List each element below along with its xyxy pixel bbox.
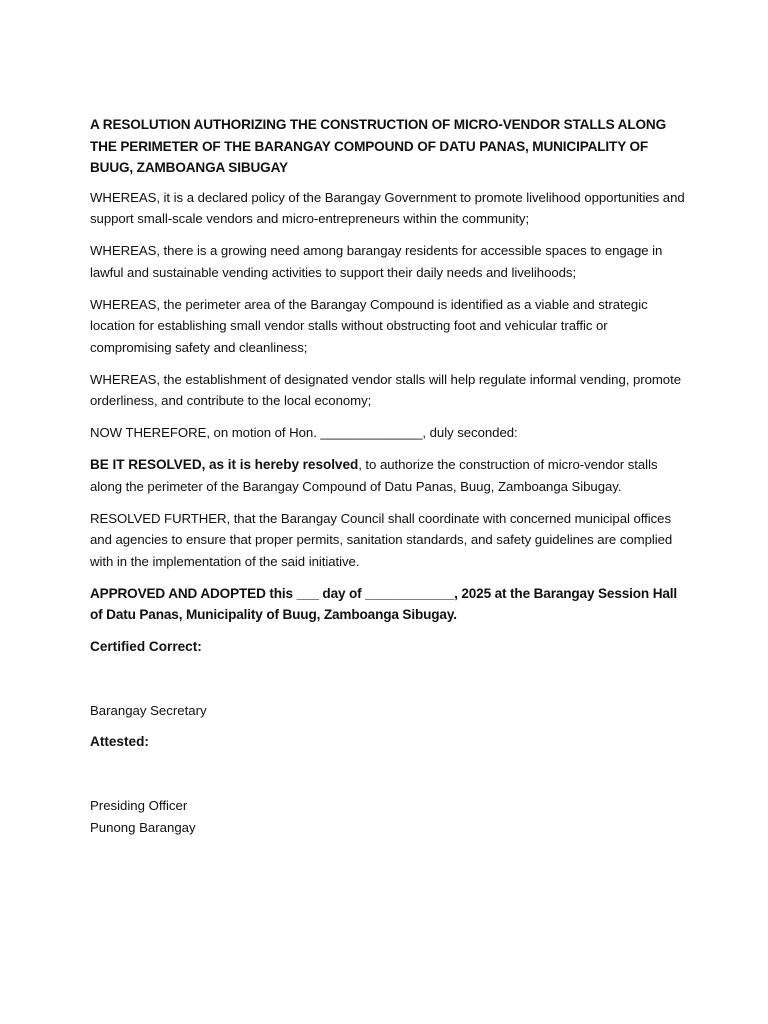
signature-space-presiding-officer (90, 752, 685, 795)
resolved-further-clause: RESOLVED FURTHER, that the Barangay Council shall coordinate with concerned municipal offices and agencies to ensure that proper permits, sanitation standards, and safety guidelines are complied with in the implementation of the said initiative. (90, 510, 673, 569)
presiding-officer-label: Presiding Officer (90, 798, 188, 813)
attested-label: Attested: (90, 733, 149, 749)
certified-correct-label: Certified Correct: (90, 638, 202, 654)
whereas-clause-2: WHEREAS, there is a growing need among barangay residents for accessible spaces to engage in lawful and sustainable vending activities to support their daily needs and livelihoods; (90, 243, 663, 280)
signature-space-secretary (90, 657, 685, 700)
now-therefore-clause: NOW THEREFORE, on motion of Hon. ______________, duly seconded: (90, 425, 518, 440)
whereas-clause-3: WHEREAS, the perimeter area of the Barangay Compound is identified as a viable and strategic location for establishing small vendor stalls without obstructing foot and vehicular traffic or compromising safety and cleanliness; (90, 296, 648, 355)
resolution-title: A RESOLUTION AUTHORIZING THE CONSTRUCTION OF MICRO-VENDOR STALLS ALONG THE PERIMETER OF THE BARANGAY COMPOUND OF DATU PANAS, MUNICIPALITY OF BUUG, ZAMBOANGA SIBUGAY (90, 117, 667, 175)
spacer (90, 722, 685, 731)
resolved-clause (90, 454, 685, 497)
barangay-secretary-label: Barangay Secretary (90, 703, 207, 718)
resolved-lead: BE IT RESOLVED, as it is hereby resolved (90, 457, 359, 472)
whereas-clause-4: WHEREAS, the establishment of designated vendor stalls will help regulate informal vending, promote orderliness, and contribute to the local economy; (90, 371, 681, 408)
punong-barangay-label: Punong Barangay (90, 819, 196, 835)
resolution-document (90, 114, 685, 838)
resolved-text: , to authorize the construction of micro-vendor stalls along the perimeter of the Barangay Compound of Datu Panas, Buug, Zamboanga Sibugay. (90, 457, 658, 494)
whereas-clause-1: WHEREAS, it is a declared policy of the Barangay Government to promote livelihood opportunities and support small-scale vendors and micro-entrepreneurs within the community; (90, 189, 685, 226)
approved-adopted-statement: APPROVED AND ADOPTED this ___ day of ____________, 2025 at the Barangay Session Hall of Datu Panas, Municipality of Buug, Zamboanga Sibugay. (90, 585, 678, 622)
